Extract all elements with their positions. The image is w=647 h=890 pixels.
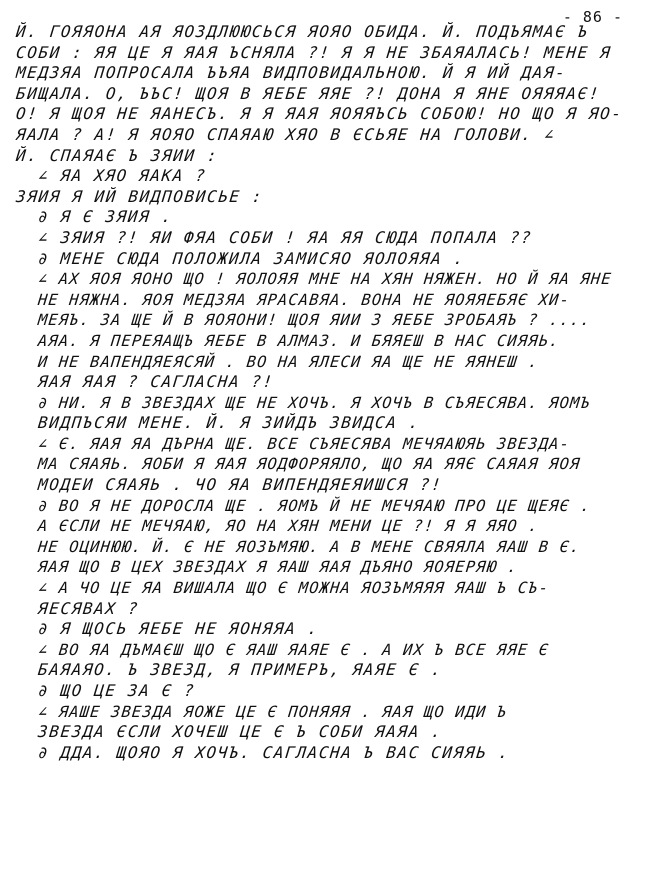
text-line: ∠ А ЧО ЦЕ ЯА ВИШАЛА ЩО Є МОЖНА ЯОЗЪМЯЯЯ ЯАШ Ъ СЪ- [37, 579, 551, 598]
text-line: ЗВЕЗДА ЄСЛИ ХОЧЕШ ЦЕ Є Ъ СОБИ ЯАЯА . [37, 722, 444, 742]
text-line: ∂ ЩО ЦЕ ЗА Є ? [37, 681, 197, 700]
text-line: ЯАЯ ЩО В ЦЕХ ЗВЕЗДАХ Я ЯАШ ЯАЯ ДЪЯНО ЯОЯЕРЯЮ . [37, 558, 519, 577]
text-line: Й. ГОЯЯОНА АЯ ЯОЗДЛЮЮСЬСЯ ЯОЯО ОБИДА. Й. ПОДЪЯМАЄ Ъ [15, 22, 590, 41]
text-line: НЕ ОЦИНЮЮ. Й. Є НЕ ЯОЗЪМЯЮ. А В МЕНЕ СВЯЯЛА ЯАШ В Є. [37, 537, 582, 556]
text-line: И НЕ ВАПЕНДЯЕЯСЯЙ . ВО НА ЯЛЕСИ ЯА ЩЕ НЕ ЯЯНЕШ . [37, 352, 540, 371]
text-line: ∠ ВО ЯА ДЪМАЄШ ЩО Є ЯАШ ЯАЯЕ Є . А ИХ Ъ ВСЕ ЯЯЕ Є [37, 640, 551, 659]
text-line: ∠ АХ ЯОЯ ЯОНО ЩО ! ЯОЛОЯЯ МНЕ НА ХЯН НЯЖЕН. НО Й ЯА ЯНЕ [37, 270, 613, 289]
text-line: ∂ ВО Я НЕ ДОРОСЛА ЩЕ . ЯОМЪ Й НЕ МЕЧЯАЮ ПРО ЦЕ ЩЕЯЄ . [37, 496, 592, 515]
text-line: ∂ ДДА. ЩОЯО Я ХОЧЪ. САГЛАСНА Ъ ВАС СИЯЯЬ . [37, 742, 511, 762]
text-line: МА СЯАЯЬ. ЯОБИ Я ЯАЯ ЯОДФОРЯЯЛО, ЩО ЯА ЯЯЄ САЯАЯ ЯОЯ [37, 455, 582, 474]
page-number: - 86 - [562, 8, 623, 26]
text-line: БАЯАЯО. Ъ ЗВЕЗД, Я ПРИМЕРЪ, ЯАЯЕ Є . [37, 660, 444, 680]
text-line: НЕ НЯЖНА. ЯОЯ МЕДЗЯА ЯРАСАВЯА. ВОНА НЕ ЯОЯЯЕБЯЄ ХИ- [37, 290, 572, 309]
text-line: ∠ ЗЯИЯ ?! ЯИ ФЯА СОБИ ! ЯА ЯЯ СЮДА ПОПАЛА ?? [37, 227, 534, 247]
text-line: ∂ Я Є ЗЯИЯ . [37, 207, 174, 227]
text-line: ЯАЯ ЯАЯ ? САГЛАСНА ?! [37, 372, 275, 392]
text-line: ЯЕСЯВАХ ? [37, 598, 141, 618]
text-line: ВИДПЪСЯИ МЕНЕ. Й. Я ЗИЙДЪ ЗВИДСА . [37, 413, 422, 433]
text-line: МОДЕИ СЯАЯЬ . ЧО ЯА ВИПЕНДЯЕЯИШСЯ ?! [37, 475, 444, 495]
text-line: ∂ НИ. Я В ЗВЕЗДАХ ЩЕ НЕ ХОЧЪ. Я ХОЧЪ В СЪЯЕСЯВА. ЯОМЪ [37, 393, 592, 412]
text-line: ∂ МЕНЕ СЮДА ПОЛОЖИЛА ЗАМИСЯО ЯОЛОЯЯА . [37, 248, 466, 268]
text-line: ЯАЛА ? А! Я ЯОЯО СПАЯАЮ ХЯО В ЄСЬЯЕ НА ГОЛОВИ. ∠ [15, 124, 557, 144]
text-line: А ЄСЛИ НЕ МЕЧЯАЮ, ЯО НА ХЯН МЕНИ ЦЕ ?! Я Я ЯЯО . [37, 517, 540, 536]
text-line: Й. СПАЯАЄ Ъ ЗЯИИ : [15, 145, 220, 165]
text-line: АЯА. Я ПЕРЕЯАЩЪ ЯЕБЕ В АЛМАЗ. И БЯЯЕШ В НАС СИЯЯЬ. [37, 331, 561, 350]
text-line: МЕЯЪ. ЗА ЩЕ Й В ЯОЯОНИ! ЩОЯ ЯИИ З ЯЕБЕ ЗРОБАЯЪ ? .... [37, 311, 592, 330]
text-line: МЕДЗЯА ПОПРОСАЛА ЪЪЯА ВИДПОВИДАЛЬНОЮ. Й Я ИЙ ДАЯ- [15, 63, 568, 83]
text-line: ∠ ЯА ХЯО ЯАКА ? [37, 166, 208, 186]
text-line: ∠ ЯАШЕ ЗВЕЗДА ЯОЖЕ ЦЕ Є ПОНЯЯЯ . ЯАЯ ЩО ИДИ Ъ [37, 702, 509, 721]
text-line: ∠ Є. ЯАЯ ЯА ДЪРНА ЩЕ. ВСЕ СЪЯЕСЯВА МЕЧЯАЮЯЬ ЗВЕЗДА- [37, 434, 572, 453]
text-line: СОБИ : ЯЯ ЦЕ Я ЯАЯ ЪСНЯЛА ?! Я Я НЕ ЗБАЯАЛАСЬ! МЕНЕ Я [15, 42, 613, 62]
text-line: ЗЯИЯ Я ИЙ ВИДПОВИСЬЕ : [15, 186, 265, 206]
handwritten-text-block [16, 22, 631, 872]
text-line: БИЩАЛА. О, ЪЪС! ЩОЯ В ЯЕБЕ ЯЯЕ ?! ДОНА Я ЯНЕ ОЯЯЯАЄ! [15, 83, 602, 103]
text-line: О! Я ЩОЯ НЕ ЯАНЕСЪ. Я Я ЯАЯ ЯОЯЯЪСЬ СОБОЮ! НО ЩО Я ЯО- [15, 104, 624, 124]
text-line: ∂ Я ЩОСЬ ЯЕБЕ НЕ ЯОНЯЯА . [37, 619, 320, 639]
